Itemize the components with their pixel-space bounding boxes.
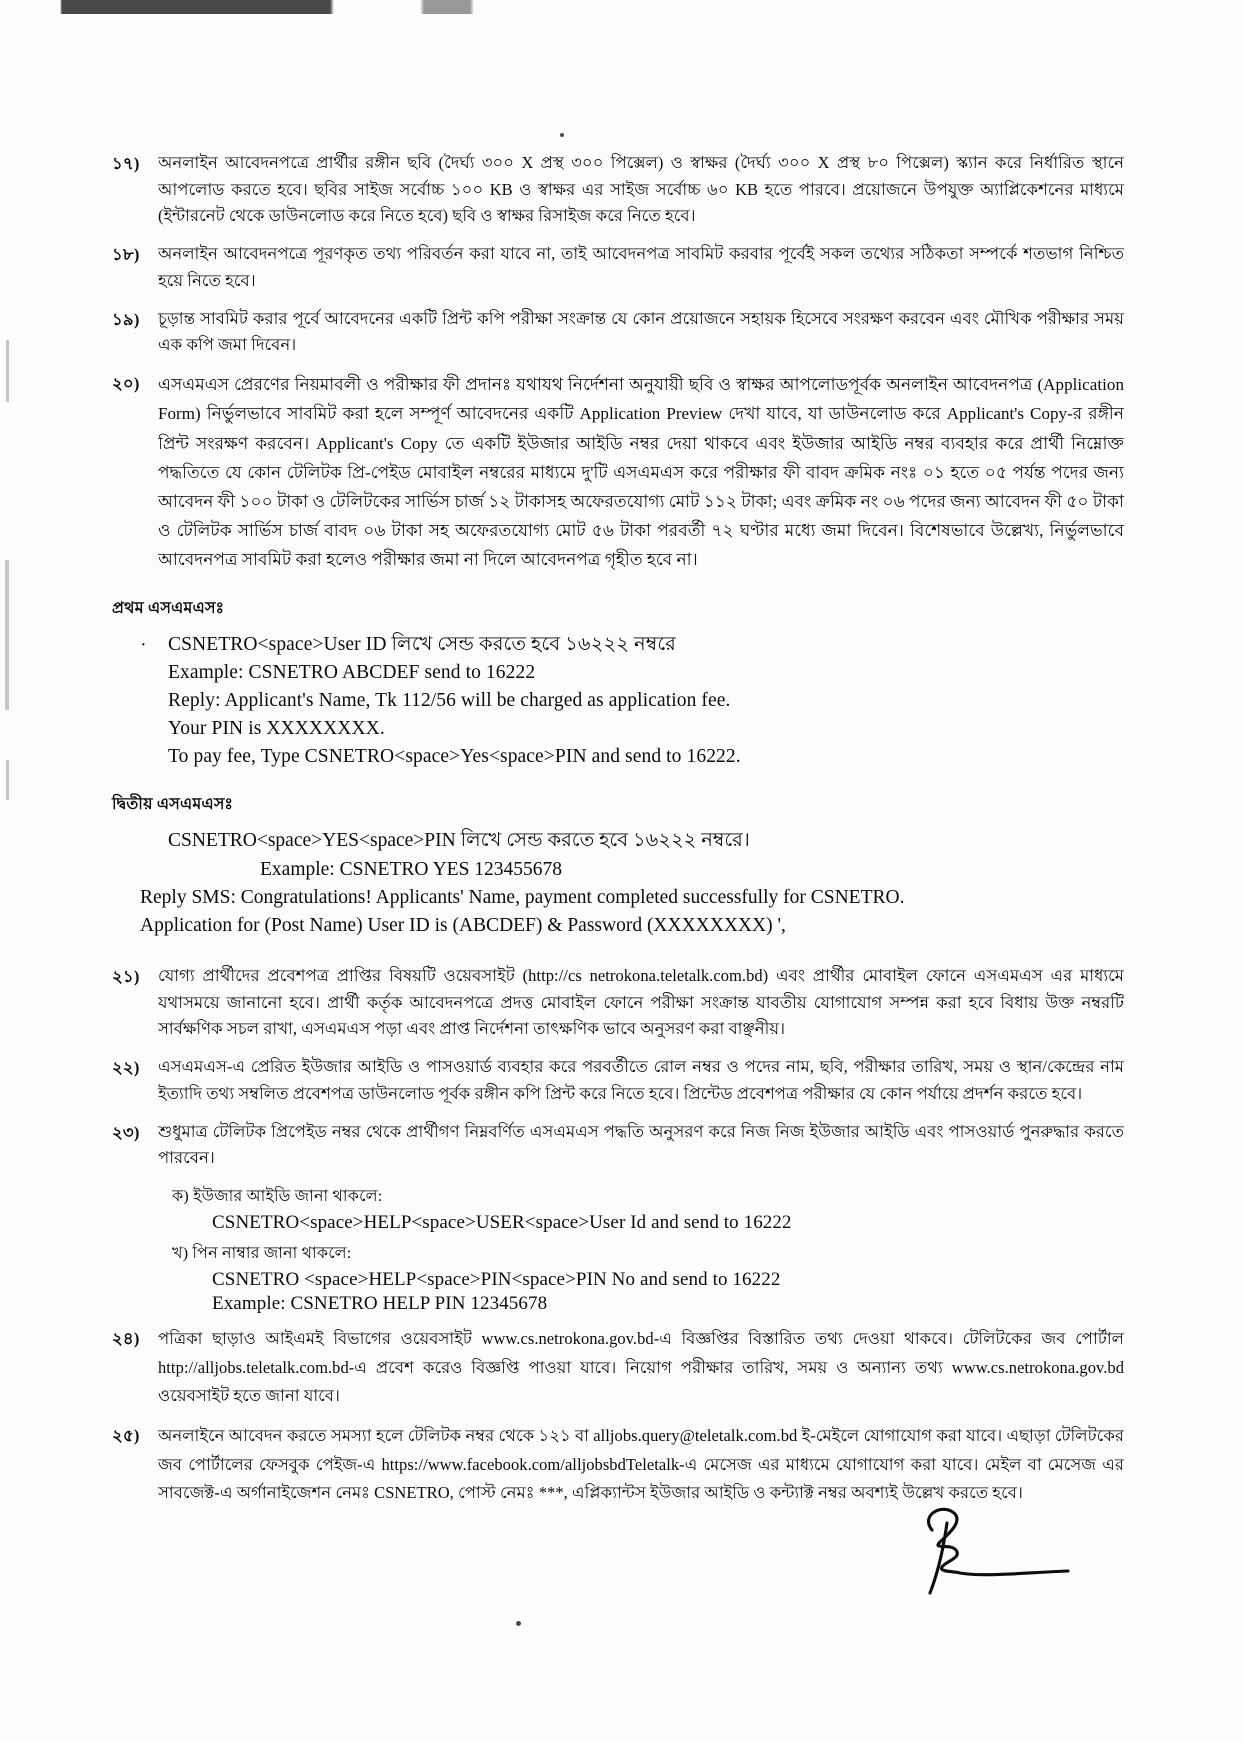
second-sms-line-2: Example: CSNETRO YES 123455678 bbox=[260, 858, 563, 880]
clause-20-text: এসএমএস প্রেরণের নিয়মাবলী ও পরীক্ষার ফী প্রদানঃ যথাযথ নির্দেশনা অনুযায়ী ছবি ও স্বাক্ষর আপলোডপূর্বক অনলাইন আবেদনপত্র (Application Form) নির্ভুলভাবে সাবমিট করা হলে সম্পূর্ণ আবেদনের একটি Application Preview দেখা যাবে, যা ডাউনলোড করে Applicant's Copy-র রঙ্গীন প্রিন্ট সংরক্ষণ করবেন। Applicant's Copy তে একটি ইউজার আইডি নম্বর দেয়া থাকবে এবং ইউজার আইডি নম্বর ব্যবহার করে প্রার্থী নিম্নোক্ত পদ্ধতিতে যে কোন টেলিটক প্রি-পেইড মোবাইল নম্বরের মাধ্যমে দু'টি এসএমএস করে পরীক্ষার ফী বাবদ ক্রমিক নংঃ ০১ হতে ০৫ পর্যন্ত পদের জন্য আবেদন ফী ১০০ টাকা ও টেলিটকের সার্ভিস চার্জ ১২ টাকাসহ অফেরতযোগ্য মোট ১১২ টাকা; এবং ক্রমিক নং ০৬ পদের জন্য আবেদন ফী ৫০ টাকা ও টেলিটক সার্ভিস চার্জ বাবদ ০৬ টাকা সহ অফেরতযোগ্য মোট ৫৬ টাকা পরবর্তী ৭২ ঘণ্টার মধ্যে জমা দিবেন। বিশেষভাবে উল্লেখ্য, নির্ভুলভাবে আবেদনপত্র সাবমিট করা হলেও পরীক্ষার জমা না দিলে আবেদনপত্র গৃহীত হবে না। bbox=[158, 375, 1124, 570]
clause-21-text: যোগ্য প্রার্থীদের প্রবেশপত্র প্রাপ্তির বিষয়টি ওয়েবসাইট (http://cs netrokona.teletalk.com.bd) এবং প্রার্থীর মোবাইল ফোনে এসএমএস এর মাধ্যমে যথাসময়ে জানানো হবে। প্রার্থী কর্তৃক আবেদনপত্রে প্রদত্ত মোবাইল ফোনে পরীক্ষা সংক্রান্ত যাবতীয় যোগাযোগ সম্পন্ন করা হবে বিধায় উক্ত নম্বরটি সার্বক্ষণিক সচল রাখা, এসএমএস পড়া এবং প্রাপ্ত নির্দেশনা তাৎক্ষণিক ভাবে অনুসরণ করা বাঞ্ছনীয়। bbox=[158, 965, 1124, 1039]
scan-artifact-dot-bottom bbox=[516, 1621, 521, 1626]
scan-artifact-dot-top bbox=[560, 133, 564, 137]
scan-artifact-spine-mark-3 bbox=[6, 760, 9, 800]
clause-17-number: ১৭) bbox=[112, 154, 140, 173]
first-sms-line-3: Reply: Applicant's Name, Tk 112/56 will be charged as application fee. bbox=[168, 689, 731, 711]
first-sms-line-2: Example: CSNETRO ABCDEF send to 16222 bbox=[168, 661, 536, 683]
clause-19-text: চূড়ান্ত সাবমিট করার পূর্বে আবেদনের একটি প্রিন্ট কপি পরীক্ষা সংক্রান্ত যে কোন প্রয়োজনে সহায়ক হিসেবে সংরক্ষণ করবেন এবং মৌখিক পরীক্ষার সময় এক কপি জমা দিবেন। bbox=[158, 308, 1124, 355]
clause-25-number: ২৫) bbox=[112, 1426, 140, 1446]
second-sms-line-1: CSNETRO<space>YES<space>PIN লিখে সেন্ড করতে হবে ১৬২২২ নম্বরে। bbox=[168, 830, 750, 852]
first-sms-line-4: Your PIN is XXXXXXXX. bbox=[168, 717, 385, 739]
clause-23-text: শুধুমাত্র টেলিটক প্রিপেইড নম্বর থেকে প্রার্থীগণ নিম্নবর্ণিত এসএমএস পদ্ধতি অনুসরণ করে নিজ নিজ ইউজার আইডি এবং পাসওয়ার্ড পুনরুদ্ধার করতে পারবেন। bbox=[158, 1121, 1124, 1168]
clause-24-number: ২৪) bbox=[112, 1328, 140, 1348]
clause-24 bbox=[112, 1325, 1124, 1411]
clause-20 bbox=[112, 370, 1124, 575]
clause-19 bbox=[112, 306, 1124, 359]
recovery-item-b-example: Example: CSNETRO HELP PIN 12345678 bbox=[212, 1292, 548, 1314]
clause-17-text: অনলাইন আবেদনপত্রে প্রার্থীর রঙ্গীন ছবি (দৈর্ঘ্য ৩০০ X প্রস্থ ৩০০ পিক্সেল) ও স্বাক্ষর (দৈর্ঘ্য ৩০০ X প্রস্থ ৮০ পিক্সেল) স্ক্যান করে নির্ধারিত স্থানে আপলোড করতে হবে। ছবির সাইজ সর্বোচ্চ ১০০ KB ও স্বাক্ষর এর সাইজ সর্বোচ্চ ৬০ KB হতে পারবে। প্রয়োজনে উপযুক্ত অ্যাপ্লিকেশনের মাধ্যমে (ইন্টারনেট থেকে ডাউনলোড করে নিতে হবে) ছবি ও স্বাক্ষর রিসাইজ করে নিতে হবে। bbox=[158, 153, 1124, 226]
second-sms-heading: দ্বিতীয় এসএমএসঃ bbox=[112, 796, 234, 814]
clause-21 bbox=[112, 963, 1124, 1043]
second-sms-block bbox=[140, 827, 1124, 941]
second-sms-line-3: Reply SMS: Congratulations! Applicants' Name, payment completed successfully for CSNETRO. bbox=[140, 887, 905, 908]
first-sms-line-5: To pay fee, Type CSNETRO<space>Yes<space>PIN and send to 16222. bbox=[168, 745, 741, 767]
scan-artifact-top-band bbox=[0, 0, 1244, 14]
recovery-item-b-sms: CSNETRO <space>HELP<space>PIN<space>PIN No and send to 16222 bbox=[212, 1268, 781, 1290]
recovery-item-a-label: ক) ইউজার আইডি জানা থাকলে: bbox=[172, 1187, 383, 1205]
clause-18-text: অনলাইন আবেদনপত্রে পূরণকৃত তথ্য পরিবর্তন করা যাবে না, তাই আবেদনপত্র সাবমিট করবার পূর্বেই সকল তথ্যের সঠিকতা সম্পর্কে শতভাগ নিশ্চিত হয়ে নিতে হবে। bbox=[158, 244, 1124, 290]
recovery-item-a-sms: CSNETRO<space>HELP<space>USER<space>User Id and send to 16222 bbox=[212, 1211, 792, 1233]
clause-18-number: ১৮) bbox=[112, 245, 140, 265]
clause-22 bbox=[112, 1054, 1124, 1107]
recovery-item-b-label: খ) পিন নাম্বার জানা থাকলে: bbox=[172, 1244, 352, 1262]
second-sms-line-4: Application for (Post Name) User ID is (ABCDEF) & Password (XXXXXXXX) ', bbox=[140, 915, 786, 937]
scan-artifact-spine-mark-2 bbox=[5, 560, 9, 710]
handwritten-signature bbox=[872, 1495, 1102, 1625]
clause-24-text: পত্রিকা ছাড়াও আইএমই বিভাগের ওয়েবসাইট www.cs.netrokona.gov.bd-এ বিজ্ঞপ্তির বিস্তারিত তথ্য দেওয়া থাকবে। টেলিটকের জব পোর্টাল http://alljobs.teletalk.com.bd-এ প্রবেশ করেও বিজ্ঞপ্তি পাওয়া যাবে। নিয়োগ পরীক্ষার তারিখ, সময় ও অন্যান্য তথ্য www.cs.netrokona.gov.bd ওয়েবসাইট হতে জানা যাবে। bbox=[158, 1328, 1124, 1406]
first-sms-block bbox=[168, 631, 1124, 771]
clause-22-number: ২২) bbox=[112, 1058, 140, 1078]
first-sms-line-1: · CSNETRO<space>User ID লিখে সেন্ড করতে হবে ১৬২২২ নম্বরে bbox=[168, 631, 1124, 659]
clause-25-text: অনলাইনে আবেদন করতে সমস্যা হলে টেলিটক নম্বর থেকে ১২১ বা alljobs.query@teletalk.com.bd ই-মেইলে যোগাযোগ করা যাবে। এছাড়া টেলিটকের জব পোর্টালের ফেসবুক পেইজ-এ https://www.facebook.com/alljobsbdTeletalk-এ মেসেজ এর মাধ্যমে যোগাযোগ করা যাবে। মেইল বা মেসেজ এর সাবজেক্ট-এ অর্গানাইজেশন নেমঃ CSNETRO, পোস্ট নেমঃ ***, এপ্লিক্যান্টস ইউজার আইডি ও কন্ট্যাক্ট নম্বর অবশ্যই উল্লেখ করতে হবে। bbox=[158, 1426, 1124, 1503]
clause-20-number: ২০) bbox=[112, 374, 140, 394]
clause-23-number: ২৩) bbox=[112, 1122, 140, 1142]
clause-19-number: ১৯) bbox=[112, 309, 140, 329]
clause-21-number: ২১) bbox=[112, 966, 140, 986]
first-sms-heading: প্রথম এসএমএসঃ bbox=[112, 599, 225, 617]
clause-23 bbox=[112, 1119, 1124, 1172]
document-body bbox=[112, 150, 1124, 1519]
clause-22-text: এসএমএস-এ প্রেরিত ইউজার আইডি ও পাসওয়ার্ড ব্যবহার করে পরবর্তীতে রোল নম্বর ও পদের নাম, ছবি, পরীক্ষার তারিখ, সময় ও স্থান/কেন্দ্রের নাম ইত্যাদি তথ্য সম্বলিত প্রবেশপত্র ডাউনলোড পূর্বক রঙ্গীন কপি প্রিন্ট করে নিতে হবে। প্রিন্টেড প্রবেশপত্র পরীক্ষার যে কোন পর্যায়ে প্রদর্শন করতে হবে। bbox=[158, 1057, 1124, 1103]
clause-18 bbox=[112, 241, 1124, 294]
clause-17 bbox=[112, 150, 1124, 230]
scan-artifact-spine-mark-1 bbox=[6, 340, 9, 402]
